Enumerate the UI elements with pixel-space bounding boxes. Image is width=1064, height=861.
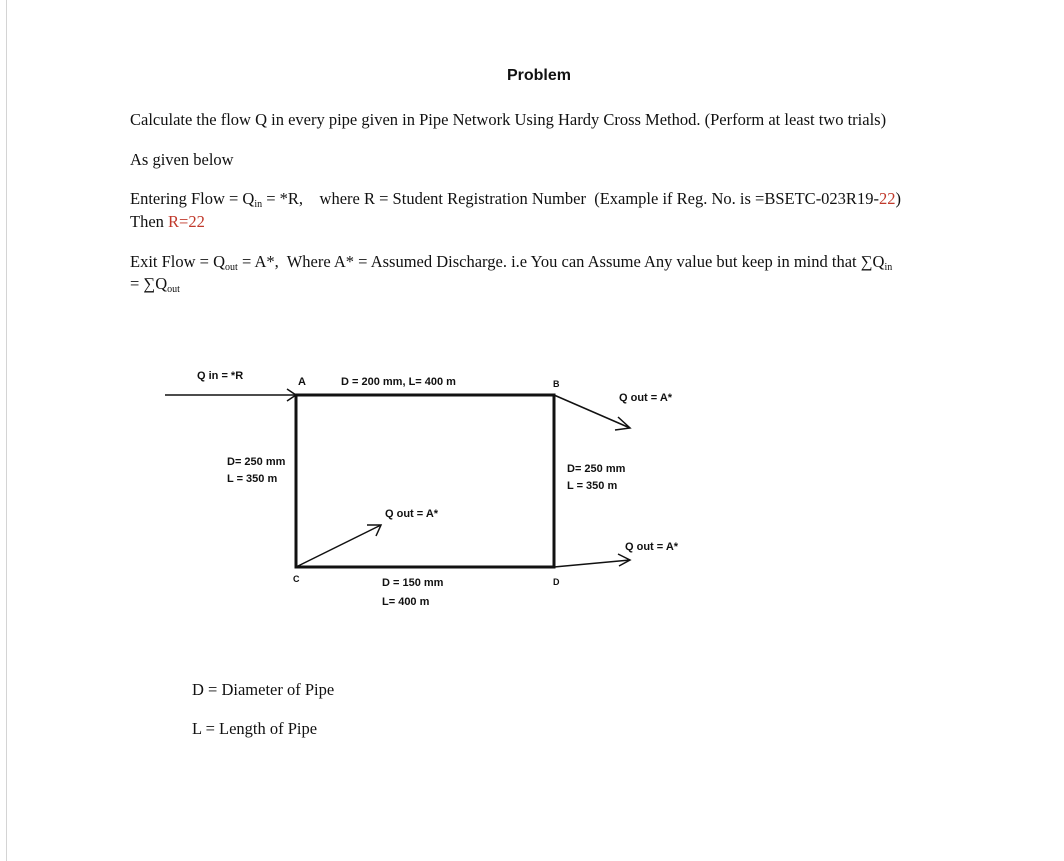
exit-flow-sub-in: in: [884, 262, 893, 273]
entering-flow-sub: in: [254, 199, 263, 210]
pipe-bd-diameter: D= 250 mm: [567, 463, 626, 475]
pipe-bd-length: L = 350 m: [567, 480, 618, 492]
outflow-d-label: Q out = A*: [625, 541, 679, 553]
pipe-ab-label: D = 200 mm, L= 400 m: [341, 376, 456, 388]
outflow-b-arrowhead: [615, 417, 630, 430]
outflow-c-arrow: [296, 525, 381, 567]
pipe-network-loop: [296, 395, 554, 567]
legend-length: L = Length of Pipe: [192, 719, 318, 738]
pipe-ac-length: L = 350 m: [227, 473, 278, 485]
pipe-ac-diameter: D= 250 mm: [227, 456, 286, 468]
entering-flow-prefix: Entering Flow = Q: [130, 189, 255, 208]
pipe-cd-length: L= 400 m: [382, 596, 430, 608]
node-d-label: D: [553, 577, 560, 587]
inflow-label: Q in = *R: [197, 370, 244, 382]
legend-diameter: D = Diameter of Pipe: [192, 680, 335, 699]
exit-flow-line2-prefix: = ∑Q: [130, 274, 168, 293]
node-a-label: A: [298, 376, 306, 388]
reg-number-highlight: 22: [878, 189, 896, 208]
pipe-cd-diameter: D = 150 mm: [382, 577, 444, 589]
exit-flow-prefix: Exit Flow = Q: [130, 252, 226, 271]
as-given-below: As given below: [130, 150, 234, 169]
then-value: R=22: [168, 212, 205, 231]
then-label: Then: [130, 212, 169, 231]
outflow-b-label: Q out = A*: [619, 392, 673, 404]
page-title: Problem: [506, 67, 571, 84]
node-b-label: B: [553, 379, 560, 389]
exit-flow-text: = A*, Where A* = Assumed Discharge. i.e You can Assume Any value but keep in mind that ∑Q: [237, 252, 885, 271]
entering-flow-text: = *R, where R = Student Registration Number (Example if Reg. No. is =BSETC-023R19-: [262, 189, 879, 208]
node-c-label: C: [293, 574, 300, 584]
problem-statement: Calculate the flow Q in every pipe given in Pipe Network Using Hardy Cross Method. (Perform at least two trials): [130, 110, 887, 129]
entering-flow-close: ): [895, 189, 901, 208]
outflow-d-arrow: [554, 560, 630, 567]
exit-flow-sub-out: out: [225, 262, 238, 273]
exit-flow-line2-sub: out: [167, 284, 180, 295]
outflow-c-label: Q out = A*: [385, 508, 439, 520]
